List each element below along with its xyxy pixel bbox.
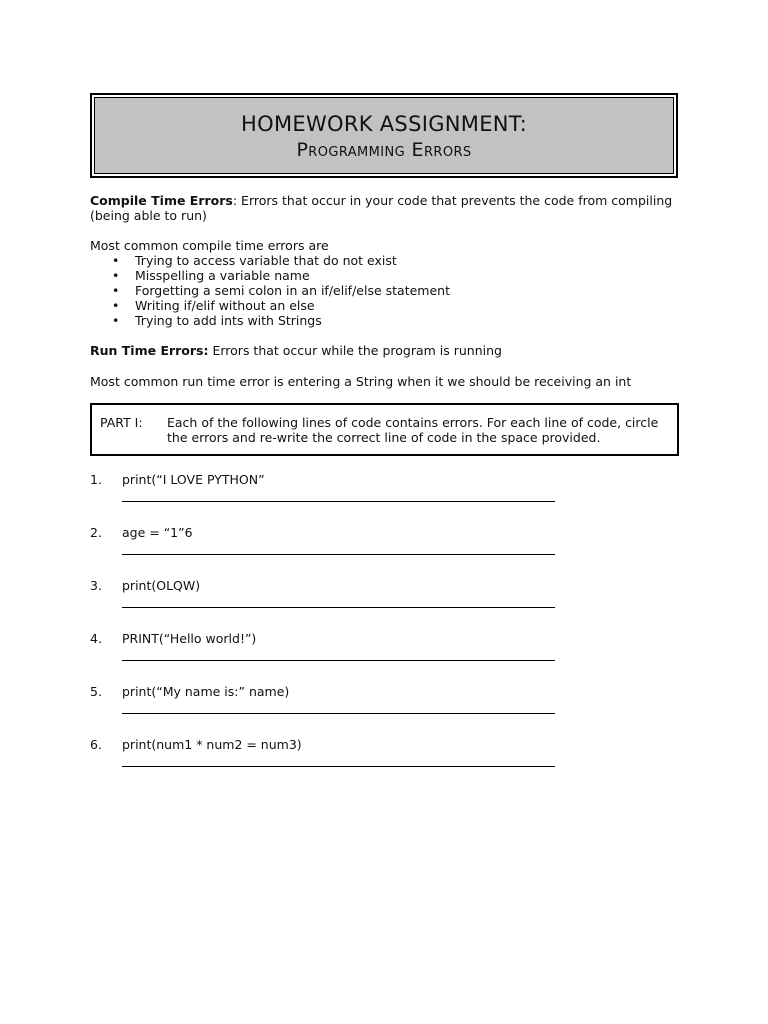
question-number: 4.	[90, 631, 102, 646]
list-item-text: Trying to access variable that do not exist	[135, 253, 397, 268]
compile-definition	[90, 193, 690, 223]
question-number: 1.	[90, 472, 102, 487]
bullet-icon: •	[112, 283, 120, 298]
runtime-definition	[90, 343, 690, 358]
runtime-heading: Run Time Errors:	[90, 343, 209, 358]
question-number: 3.	[90, 578, 102, 593]
compile-text: : Errors that occur in your code that prevents the code from compiling (being able to run)	[90, 193, 673, 223]
answer-line[interactable]	[122, 554, 555, 555]
question-code: print(num1 * num2 = num3)	[122, 737, 302, 752]
question-item	[90, 631, 570, 671]
list-item-text: Writing if/elif without an else	[135, 298, 315, 313]
runtime-common: Most common run time error is entering a String when it we should be receiving an int	[90, 374, 632, 389]
question-number: 2.	[90, 525, 102, 540]
answer-line[interactable]	[122, 501, 555, 502]
question-item	[90, 578, 570, 618]
compile-heading: Compile Time Errors	[90, 193, 233, 208]
bullet-icon: •	[112, 253, 120, 268]
question-number: 5.	[90, 684, 102, 699]
answer-line[interactable]	[122, 660, 555, 661]
answer-line[interactable]	[122, 607, 555, 608]
list-item-text: Forgetting a semi colon in an if/elif/else statement	[135, 283, 450, 298]
title-box	[90, 93, 678, 178]
list-item	[90, 283, 450, 298]
question-item	[90, 684, 570, 724]
question-item	[90, 472, 570, 512]
bullet-icon: •	[112, 313, 120, 328]
question-code: age = “1”6	[122, 525, 193, 540]
compile-error-list	[90, 253, 450, 328]
list-item	[90, 268, 450, 283]
compile-list-intro: Most common compile time errors are	[90, 238, 329, 253]
question-item	[90, 737, 570, 777]
part-instructions: Each of the following lines of code contains errors. For each line of code, circle the errors and re-write the correct line of code in the space provided.	[167, 415, 659, 445]
answer-line[interactable]	[122, 713, 555, 714]
list-item	[90, 298, 450, 313]
question-item	[90, 525, 570, 565]
question-code: print(“I LOVE PYTHON”	[122, 472, 265, 487]
part-instructions-box	[90, 403, 679, 456]
page-title: HOMEWORK ASSIGNMENT:	[241, 112, 527, 136]
question-code: print(OLQW)	[122, 578, 201, 593]
part-label: PART I:	[100, 415, 143, 430]
list-item-text: Trying to add ints with Strings	[135, 313, 322, 328]
bullet-icon: •	[112, 298, 120, 313]
list-item	[90, 253, 450, 268]
bullet-icon: •	[112, 268, 120, 283]
question-code: PRINT(“Hello world!”)	[122, 631, 257, 646]
page-subtitle: Programming Errors	[296, 139, 472, 161]
answer-line[interactable]	[122, 766, 555, 767]
title-box-inner	[94, 97, 674, 174]
question-code: print(“My name is:” name)	[122, 684, 290, 699]
runtime-text: Errors that occur while the program is running	[208, 343, 502, 358]
question-number: 6.	[90, 737, 102, 752]
list-item	[90, 313, 450, 328]
list-item-text: Misspelling a variable name	[135, 268, 310, 283]
